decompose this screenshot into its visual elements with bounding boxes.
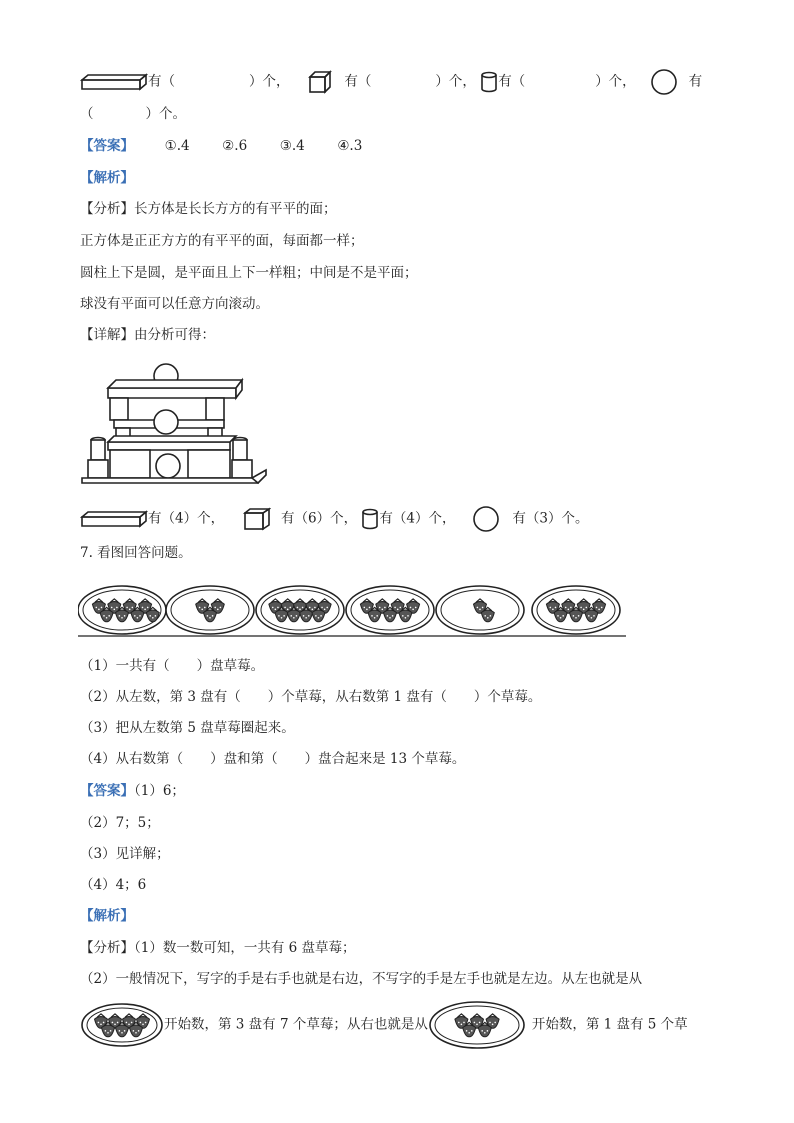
result-row	[80, 505, 588, 533]
cylinder-icon	[480, 71, 498, 93]
xiangjie-line: 【详解】由分析可得：	[80, 327, 215, 343]
cube-count-open: 有（	[344, 73, 372, 90]
analysis-heading: 【解析】	[80, 908, 134, 924]
answer-item: ①.4	[164, 138, 190, 154]
question-item: （4）从右数第（ ）盘和第（ ）盘合起来是 13 个草莓。	[80, 751, 466, 767]
xiangjie-tag: 【详解】	[80, 327, 134, 343]
analysis-heading: 【解析】	[80, 170, 134, 186]
fenxi-line: 球没有平面可以任意方向滚动。	[80, 296, 269, 312]
shape-count-row	[80, 68, 702, 96]
fenxi-line-with-plates: 开始数，第 3 盘有 7 个草莓；从右也就是从 开始数，第 1 盘有 5 个草	[80, 1000, 688, 1050]
question-item: （2）从左数，第 3 盘有（ ）个草莓，从右数第 1 盘有（ ）个草莓。	[80, 689, 542, 705]
cube-result: 有（6）个，	[280, 510, 358, 527]
fenxi-tag: 【分析】	[80, 201, 134, 217]
strawberry-plates-figure	[78, 582, 628, 638]
answer-item: ②.6	[222, 138, 248, 154]
cylinder-count-open: 有（	[498, 73, 526, 90]
cube-count-close: ）个，	[435, 73, 476, 90]
cylinder-count-close: ）个，	[595, 73, 636, 90]
cuboid-result: 有（4）个，	[148, 510, 225, 527]
sphere-result: 有（3）个。	[512, 510, 589, 527]
answer-tag: 【答案】	[80, 138, 134, 154]
answer-item: ④.3	[337, 138, 363, 154]
strawberry-plate-icon	[80, 1002, 164, 1048]
sphere-count-blank: （ ）个。	[80, 106, 186, 122]
answer-row: 【答案】（1）6；	[80, 783, 185, 799]
cuboid-icon	[80, 510, 148, 528]
answer-item: （3）见详解；	[80, 846, 170, 862]
cuboid-icon	[80, 73, 148, 91]
sphere-icon	[472, 505, 500, 533]
answer-row	[80, 136, 362, 156]
question-item: （3）把从左数第 5 盘草莓圈起来。	[80, 720, 295, 736]
cube-icon	[243, 507, 271, 531]
block-structure-figure	[80, 356, 270, 486]
cylinder-result: 有（4）个，	[379, 510, 456, 527]
question-7-title: 7. 看图回答问题。	[80, 545, 192, 561]
answer-item: ③.4	[279, 138, 305, 154]
fenxi-line: 【分析】（1）数一数可知，一共有 6 盘草莓；	[80, 940, 356, 956]
answer-item: （2）7；5；	[80, 815, 160, 831]
fenxi-line: （2）一般情况下，写字的手是右手也就是右边，不写字的手是左手也就是左边。从左也就是从	[80, 971, 643, 987]
cuboid-count-close: ）个，	[249, 73, 290, 90]
question-item: （1）一共有（ ）盘草莓。	[80, 658, 265, 674]
cylinder-icon	[361, 508, 379, 530]
fenxi-tag: 【分析】	[80, 940, 134, 956]
fenxi-line: 正方体是正正方方的有平平的面，每面都一样；	[80, 233, 364, 249]
sphere-count-label: 有	[688, 73, 703, 90]
answer-tag: 【答案】	[80, 783, 134, 799]
strawberry-plate-icon	[428, 1000, 526, 1050]
cube-icon	[308, 70, 332, 94]
fenxi-line: 圆柱上下是圆，是平面且上下一样粗；中间是不是平面；	[80, 265, 418, 281]
fenxi-line: 【分析】长方体是长长方方的有平平的面；	[80, 201, 337, 217]
answer-item: （4）4；6	[80, 877, 147, 893]
cuboid-count-open: 有（	[148, 73, 175, 90]
sphere-icon	[650, 68, 678, 96]
